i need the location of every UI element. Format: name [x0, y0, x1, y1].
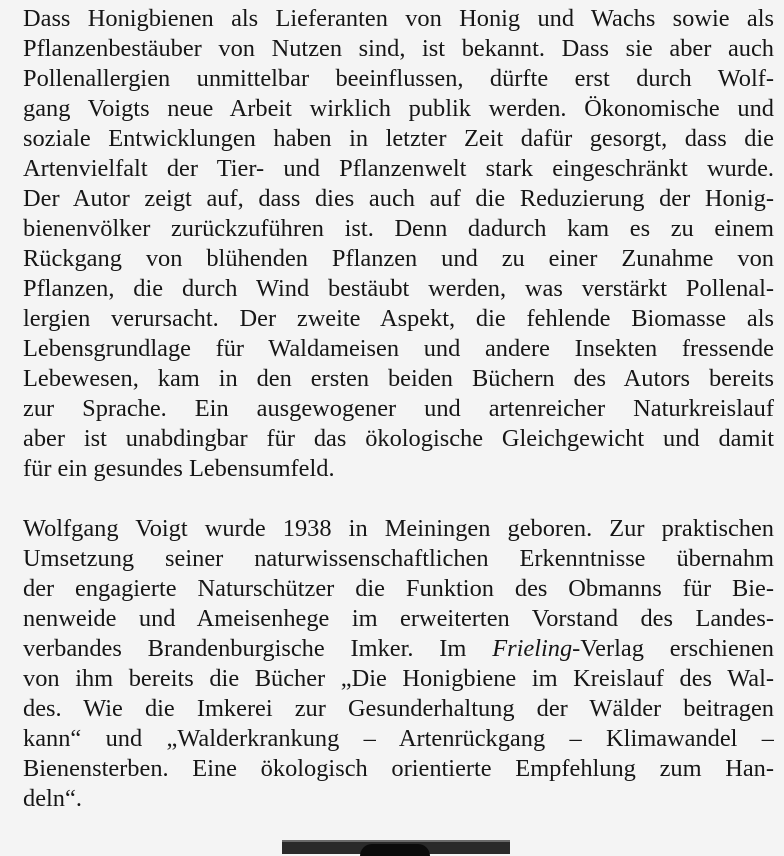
text-line: Rückgang von blühenden Pflanzen und zu einer Zunahme von — [23, 245, 774, 272]
text-line: Pflanzen, die durch Wind bestäubt werden, was verstärkt Pollenal- — [23, 275, 774, 302]
text-line: soziale Entwicklungen haben in letzter Zeit dafür gesorgt, dass die — [23, 125, 774, 152]
text-segment: -Verlag erschienen — [572, 635, 774, 662]
text-line: lergien verursacht. Der zweite Aspekt, die fehlende Biomasse als — [23, 305, 774, 332]
publisher-name: Frieling — [492, 635, 573, 662]
text-line: Der Autor zeigt auf, dass dies auch auf die Reduzierung der Honig- — [23, 185, 774, 212]
text-line: Lebensgrundlage für Waldameisen und andere Insekten fressende — [23, 335, 774, 362]
text-line: Wolfgang Voigt wurde 1938 in Meiningen geboren. Zur praktischen — [23, 515, 774, 542]
text-line: gang Voigts neue Arbeit wirklich publik werden. Ökonomische und — [23, 95, 774, 122]
author-photo — [282, 840, 510, 854]
text-line: kann“ und „Walderkrankung – Artenrückgang – Klimawandel – — [23, 725, 774, 752]
paragraph-gap — [23, 484, 774, 514]
text-line: Artenvielfalt der Tier- und Pflanzenwelt stark eingeschränkt wurde. — [23, 155, 774, 182]
author-bio-paragraph — [23, 514, 774, 814]
text-line: Lebewesen, kam in den ersten beiden Büchern des Autors bereits — [23, 365, 774, 392]
text-line: Pflanzenbestäuber von Nutzen sind, ist bekannt. Dass sie aber auch — [23, 35, 774, 62]
text-line: Bienensterben. Eine ökologisch orientierte Empfehlung zum Han- — [23, 755, 774, 782]
text-segment: verbandes Brandenburgische Imker. Im — [23, 635, 493, 662]
author-photo-hair — [360, 844, 430, 856]
text-line: zur Sprache. Ein ausgewogener und artenreicher Naturkreislauf — [23, 395, 774, 422]
text-line: Umsetzung seiner naturwissenschaftlichen Erkenntnisse übernahm — [23, 545, 774, 572]
text-line: aber ist unabdingbar für das ökologische Gleichgewicht und damit — [23, 425, 774, 452]
text-line: der engagierte Naturschützer die Funktion des Obmanns für Bie- — [23, 575, 774, 602]
text-line: deln“. — [23, 785, 82, 812]
text-line: bienenvölker zurückzuführen ist. Denn dadurch kam es zu einem — [23, 215, 774, 242]
text-line: Dass Honigbienen als Lieferanten von Honig und Wachs sowie als — [23, 5, 774, 32]
text-line: des. Wie die Imkerei zur Gesunderhaltung der Wälder beitragen — [23, 695, 774, 722]
text-line-with-publisher — [23, 634, 774, 664]
text-line: von ihm bereits die Bücher „Die Honigbiene im Kreislauf des Wal- — [23, 665, 774, 692]
text-line: für ein gesundes Lebensumfeld. — [23, 455, 335, 482]
book-description-paragraph — [23, 4, 774, 484]
text-line: Pollenallergien unmittelbar beeinflussen, dürfte erst durch Wolf- — [23, 65, 774, 92]
text-line: nenweide und Ameisenhege im erweiterten Vorstand des Landes- — [23, 605, 774, 632]
